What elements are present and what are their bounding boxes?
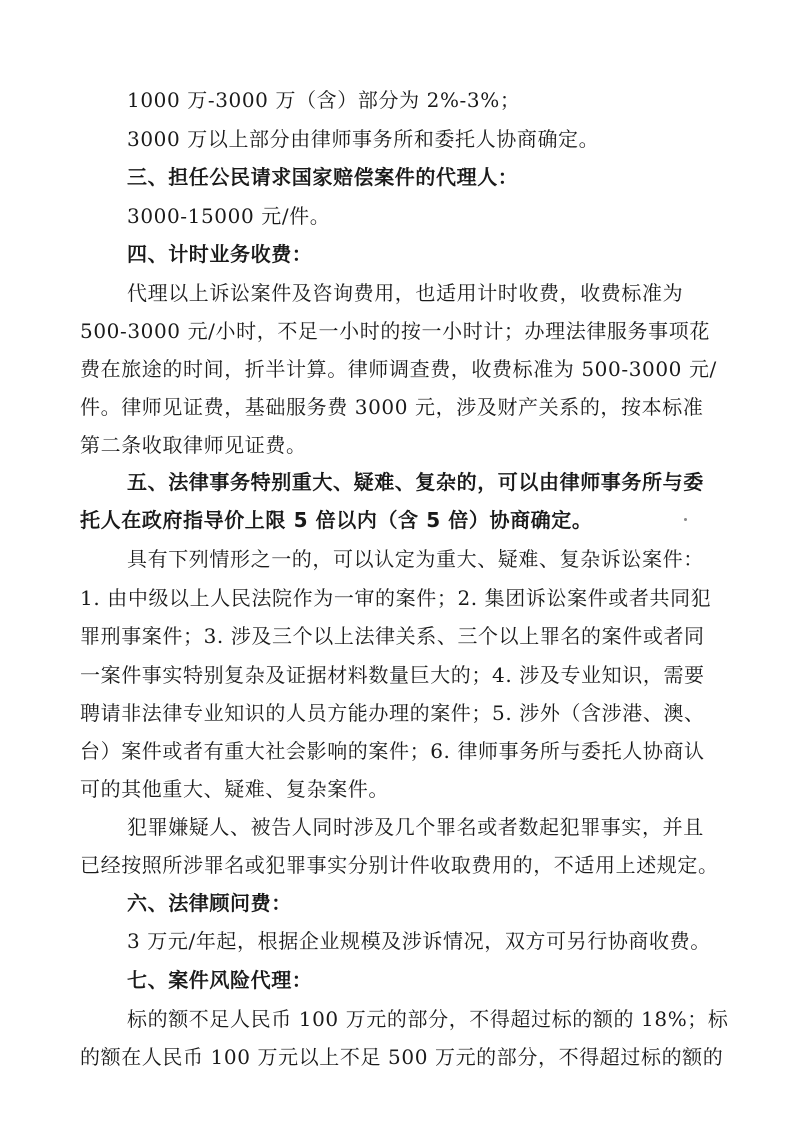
text-line: 1000 万-3000 万（含）部分为 2%-3%； xyxy=(127,88,521,112)
text-line: 费在旅途的时间，折半计算。律师调查费，收费标准为 500-3000 元/ xyxy=(80,357,717,381)
text-line: 3 万元/年起，根据企业规模及涉诉情况，双方可另行协商收费。 xyxy=(127,929,711,953)
section-heading-4: 四、计时业务收费： xyxy=(127,242,313,266)
text-line: 3000 万以上部分由律师事务所和委托人协商确定。 xyxy=(127,127,600,151)
section-heading-7: 七、案件风险代理： xyxy=(127,968,313,992)
text-line: 1. 由中级以上人民法院作为一审的案件；2. 集团诉讼案件或者共同犯 xyxy=(80,586,712,610)
text-line: 标的额不足人民币 100 万元的部分，不得超过标的额的 18%；标 xyxy=(127,1007,729,1031)
text-line: 500-3000 元/小时，不足一小时的按一小时计；办理法律服务事项花 xyxy=(80,319,710,343)
text-line: 已经按照所涉罪名或犯罪事实分别计件收取费用的，不适用上述规定。 xyxy=(80,853,719,877)
section-heading-3: 三、担任公民请求国家赔偿案件的代理人： xyxy=(127,165,519,189)
text-line: 代理以上诉讼案件及咨询费用，也适用计时收费，收费标准为 xyxy=(127,281,684,305)
text-line: 第二条收取律师见证费。 xyxy=(80,433,307,457)
text-line: 犯罪嫌疑人、被告人同时涉及几个罪名或者数起犯罪事实，并且 xyxy=(127,815,704,839)
section-heading-5: 五、法律事务特别重大、疑难、复杂的，可以由律师事务所与委 xyxy=(127,470,704,494)
text-line: 件。律师见证费，基础服务费 3000 元，涉及财产关系的，按本标准 xyxy=(80,395,704,419)
text-line: 的额在人民币 100 万元以上不足 500 万元的部分，不得超过标的额的 xyxy=(80,1045,724,1069)
text-line: 聘请非法律专业知识的人员方能办理的案件；5. 涉外（含涉港、澳、 xyxy=(80,701,705,725)
text-line: 台）案件或者有重大社会影响的案件；6. 律师事务所与委托人协商认 xyxy=(80,739,705,763)
section-heading-5-cont: 托人在政府指导价上限 5 倍以内（含 5 倍）协商确定。 xyxy=(80,508,593,532)
text-line: 一案件事实特别复杂及证据材料数量巨大的；4. 涉及专业知识，需要 xyxy=(80,663,705,687)
text-line: 罪刑事案件；3. 涉及三个以上法律关系、三个以上罪名的案件或者同 xyxy=(80,624,705,648)
text-line: 可的其他重大、疑难、复杂案件。 xyxy=(80,777,389,801)
text-line: 具有下列情形之一的，可以认定为重大、疑难、复杂诉讼案件： xyxy=(127,547,704,571)
text-line: 3000-15000 元/件。 xyxy=(127,204,331,228)
section-heading-6: 六、法律顾问费： xyxy=(127,891,292,915)
scan-speck xyxy=(684,518,687,521)
